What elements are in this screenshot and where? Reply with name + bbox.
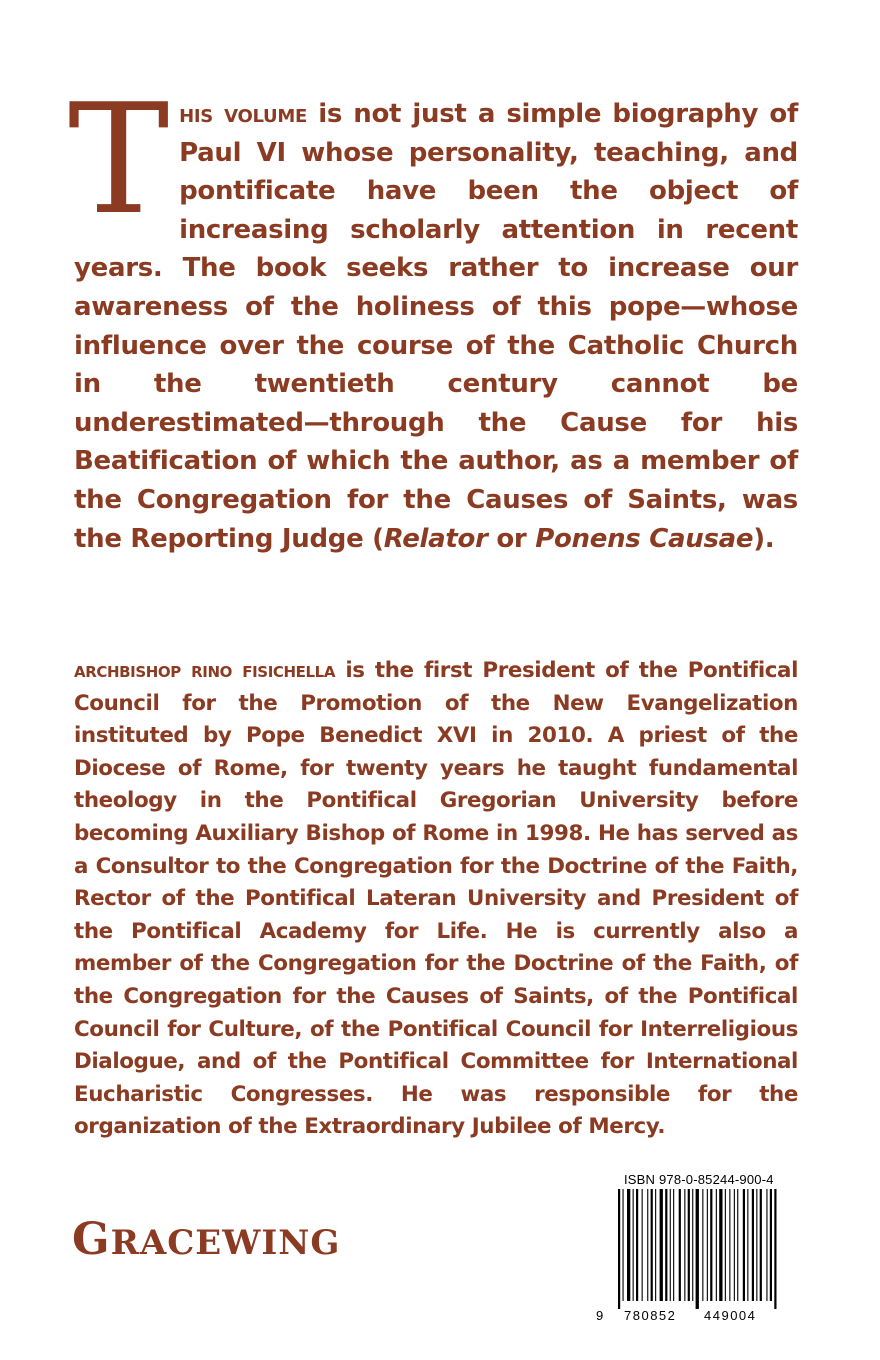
barcode-bar [670,1189,671,1301]
barcode-bar [627,1189,630,1301]
publisher-name-rest: RACEWING [110,1223,341,1263]
barcode-bar [766,1189,767,1301]
barcode-bar [760,1189,762,1301]
barcode-bar [707,1189,708,1301]
barcode-left-digits: 780852 [624,1308,677,1323]
barcode-bar [756,1189,757,1301]
barcode-bar [692,1189,693,1301]
barcode-bar [679,1189,681,1301]
description-italic-ponens: Ponens Causae [535,523,754,554]
barcode-bar [702,1189,703,1301]
isbn-barcode [596,1172,786,1328]
author-name: archbishop rino fisichella [74,658,336,683]
drop-cap: T [68,71,170,248]
description-text-1: is not just a simple biography of Paul VI whose personality, teaching, and pontificate have been the object of increasing scholarly attention in recent years. The book seeks rather to increase our awareness of the holiness of this pope—whose influence over the course of the Catholic Church in the twentieth century cannot be underestimated—through the Cause for his Beatification of which the author, as a member of the Congregation for the Causes of Saints, was the Reporting Judge ( [74,99,798,554]
barcode-bar [684,1189,685,1301]
barcode-bar [774,1189,776,1309]
description-text-3: ). [753,523,775,554]
barcode-bar [636,1189,638,1301]
barcode-bar [642,1189,643,1301]
barcode-bar [655,1189,656,1301]
barcode-bar [623,1189,624,1301]
barcode-right-digits: 449004 [704,1308,757,1323]
author-bio-text: is the first President of the Pontifical Council for the Promotion of the New Evangelization instituted by Pope Benedict XVI in 2010. A priest of the Diocese of Rome, for twenty years he taught fundamental theology in the Pontifical Gregorian University before becoming Auxiliary Bishop of Rome in 1998. He has served as a Consultor to the Congregation for the Doctrine of the Faith, Rector of the Pontifical Lateran University and President of the Pontifical Academy for Life. He is currently also a member of the Congregation for the Doctrine of the Faith, of the Congregation for the Causes of Saints, of the Pontifical Council for Culture, of the Pontifical Council for Interreligious Dialogue, and of the Pontifical Committee for International Eucharistic Congresses. He was responsible for the organization of the Extraordinary Jubilee of Mercy. [74,658,798,1140]
barcode-bar [770,1189,772,1301]
book-description [68,71,798,558]
isbn-label: ISBN 978-0-85244-900-4 [624,1172,774,1187]
author-biography [74,655,798,1144]
barcode-bar [665,1189,667,1301]
barcode-bar [729,1189,730,1301]
barcode-bar [660,1189,663,1301]
barcode-bar [747,1189,748,1301]
publisher-first-letter: G [72,1214,111,1265]
barcode-lead-digit: 9 [596,1308,604,1323]
description-lead-words: his volume [179,99,307,129]
barcode-bar [696,1189,699,1309]
barcode-bar [647,1189,648,1301]
publisher-logo [72,1214,340,1265]
barcode-bar [688,1189,690,1301]
description-italic-relator: Relator [383,523,488,554]
barcode-bars [606,1189,781,1309]
description-text-2: or [487,523,536,554]
barcode-bar [618,1189,620,1309]
barcode-bar [719,1189,722,1301]
barcode-bar [743,1189,745,1301]
barcode-bar [737,1189,738,1301]
barcode-bar [734,1189,735,1301]
barcode-bar [725,1189,726,1301]
barcode-bar [752,1189,754,1301]
barcode-bar [716,1189,717,1301]
barcode-bar [710,1189,712,1301]
barcode-bar [673,1189,674,1301]
barcode-bar [651,1189,653,1301]
barcode-bar [633,1189,634,1301]
